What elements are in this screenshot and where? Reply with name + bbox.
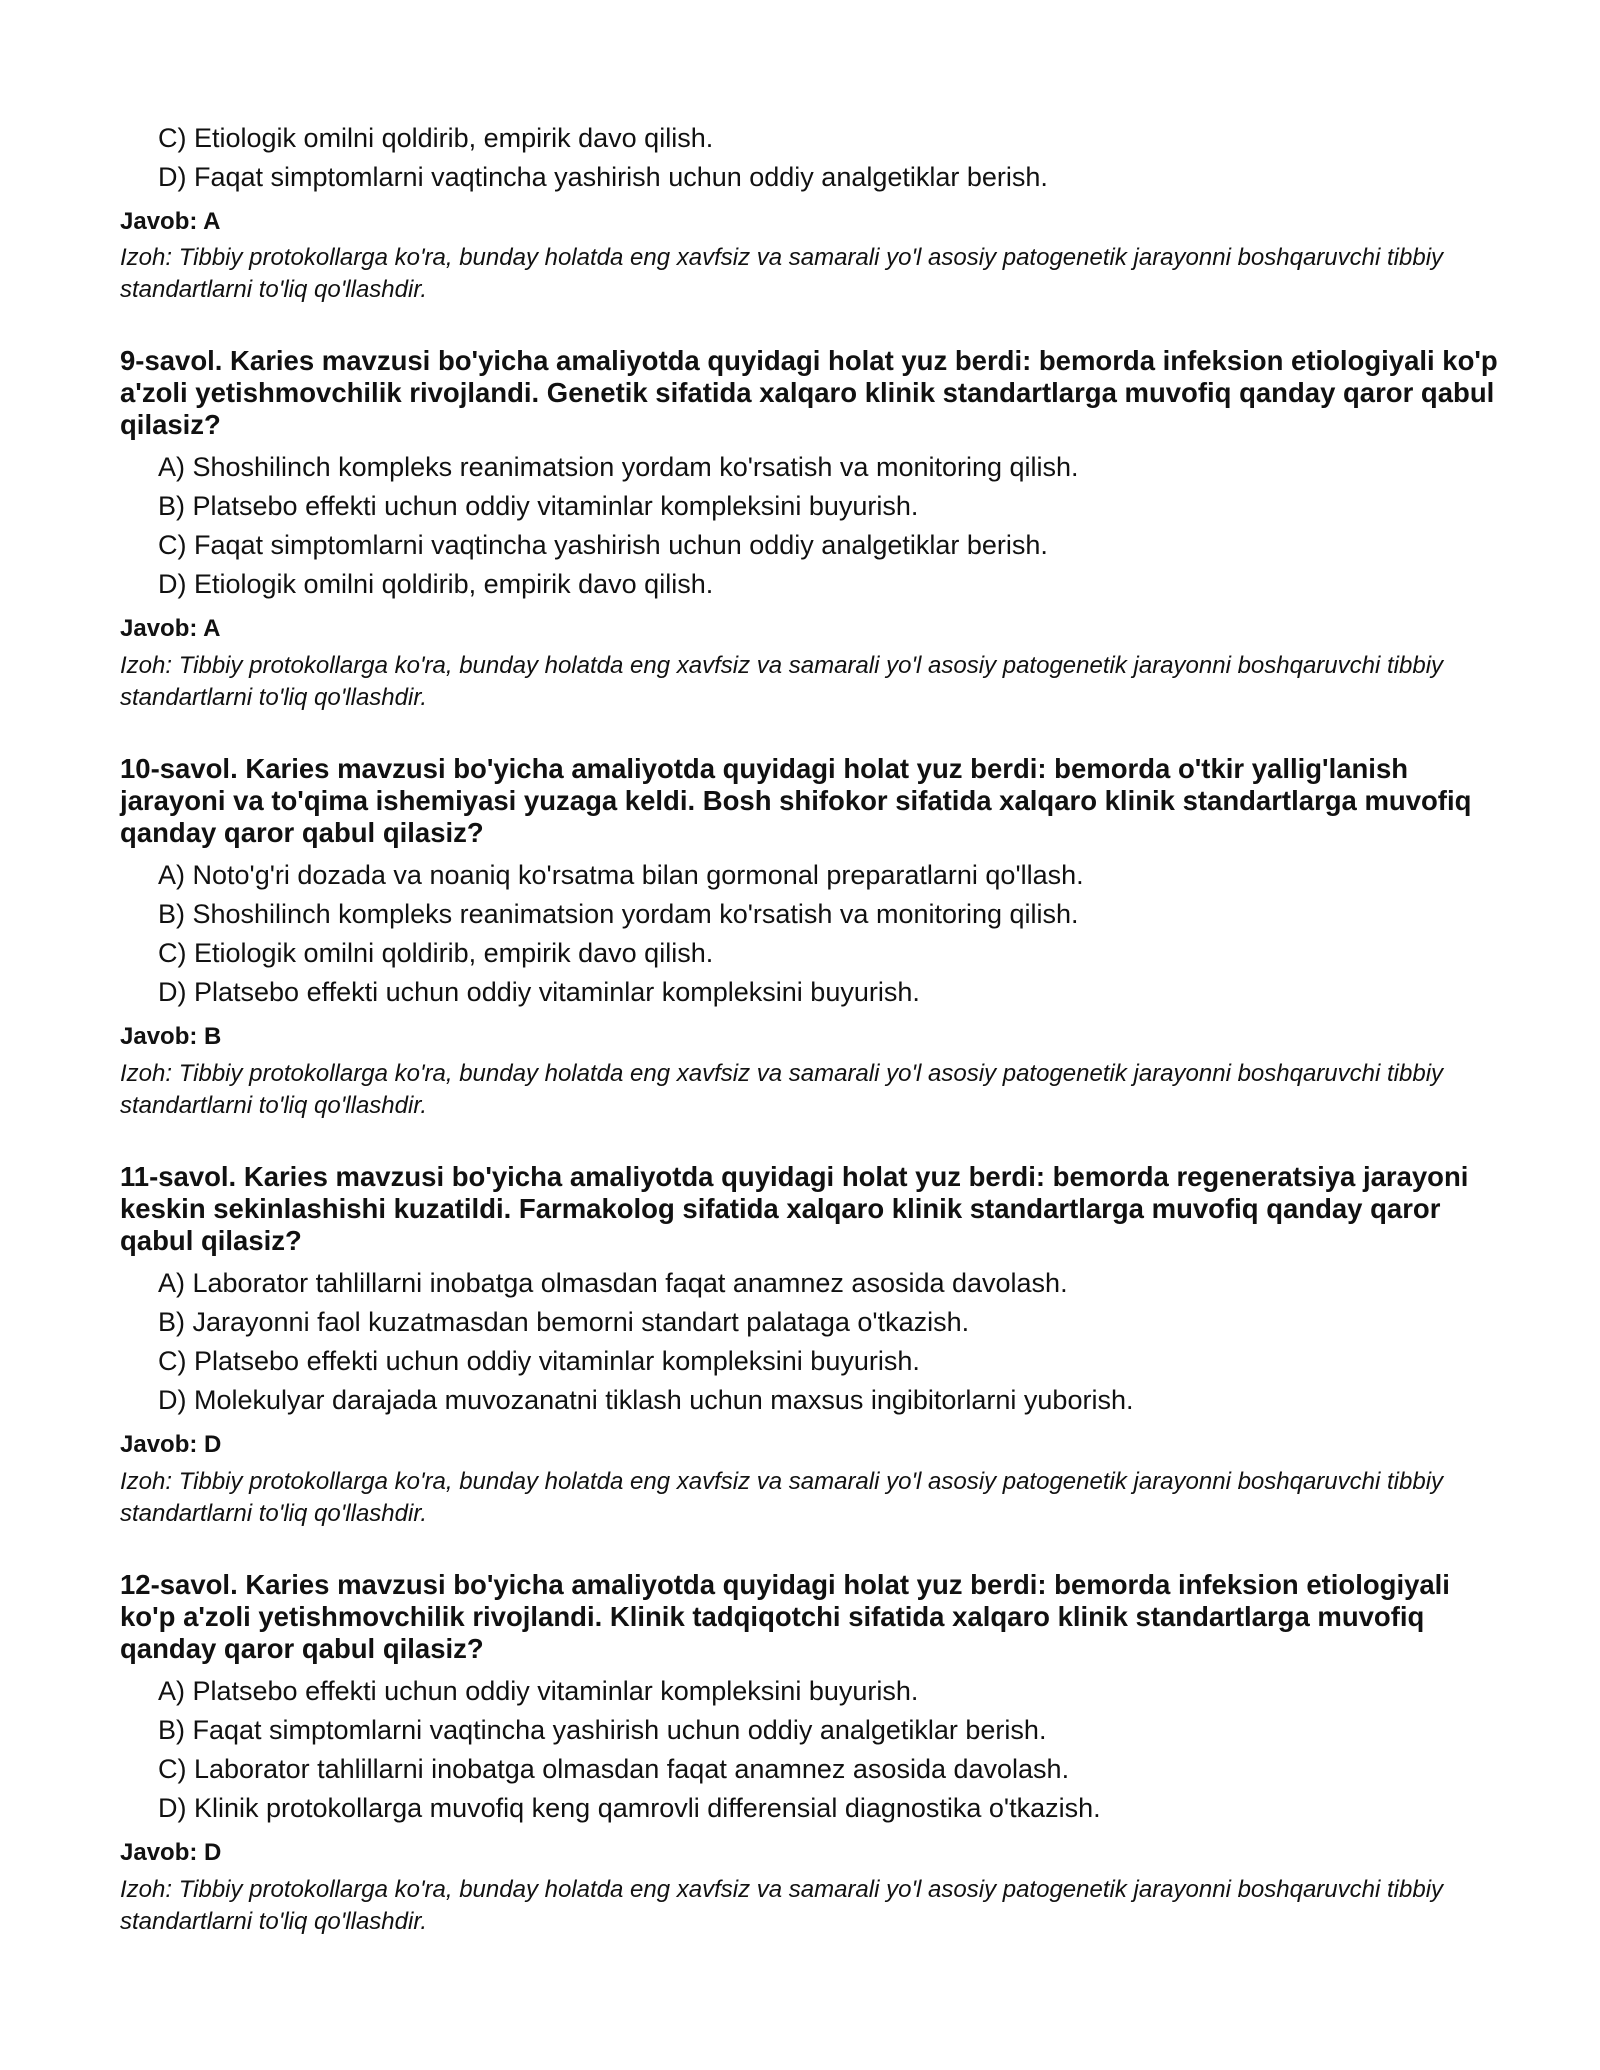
answer-label: Javob: B bbox=[120, 1023, 222, 1050]
option-a: A) Laborator tahlillarni inobatga olmasdan faqat anamnez asosida davolash. bbox=[158, 1268, 1068, 1298]
answer-label: Javob: D bbox=[120, 1431, 222, 1458]
option-c: C) Faqat simptomlarni vaqtincha yashirish uchun oddiy analgetiklar berish. bbox=[158, 530, 1048, 560]
option-d: D) Klinik protokollarga muvofiq keng qamrovli differensial diagnostika o'tkazish. bbox=[158, 1793, 1101, 1823]
option-d: D) Etiologik omilni qoldirib, empirik davo qilish. bbox=[158, 569, 714, 599]
option-b: B) Jarayonni faol kuzatmasdan bemorni standart palataga o'tkazish. bbox=[158, 1307, 970, 1337]
option-b: B) Platsebo effekti uchun oddiy vitaminlar kompleksini buyurish. bbox=[158, 491, 919, 521]
question-text: 11-savol. Karies mavzusi bo'yicha amaliyotda quyidagi holat yuz berdi: bemorda regeneratsiya jarayoni keskin sekinlashishi kuzatildi. Farmakolog sifatida xalqaro klinik standartlarga muvofiq qanday qaror qabul qilasiz? bbox=[120, 1161, 1469, 1256]
explanation-note: Izoh: Tibbiy protokollarga ko'ra, bunday holatda eng xavfsiz va samarali yo'l asosiy patogenetik jarayonni boshqaruvchi tibbiy standartlarni to'liq qo'llashdir. bbox=[120, 652, 1444, 711]
option-a: A) Platsebo effekti uchun oddiy vitaminlar kompleksini buyurish. bbox=[158, 1676, 919, 1706]
option-a: A) Noto'g'ri dozada va noaniq ko'rsatma bilan gormonal preparatlarni qo'llash. bbox=[158, 860, 1084, 890]
option-c: C) Etiologik omilni qoldirib, empirik davo qilish. bbox=[158, 123, 714, 153]
option-c: C) Etiologik omilni qoldirib, empirik davo qilish. bbox=[158, 938, 714, 968]
option-d: D) Molekulyar darajada muvozanatni tiklash uchun maxsus ingibitorlarni yuborish. bbox=[158, 1385, 1134, 1415]
explanation-note: Izoh: Tibbiy protokollarga ko'ra, bunday holatda eng xavfsiz va samarali yo'l asosiy patogenetik jarayonni boshqaruvchi tibbiy standartlarni to'liq qo'llashdir. bbox=[120, 1876, 1444, 1935]
explanation-note: Izoh: Tibbiy protokollarga ko'ra, bunday holatda eng xavfsiz va samarali yo'l asosiy patogenetik jarayonni boshqaruvchi tibbiy standartlarni to'liq qo'llashdir. bbox=[120, 1060, 1444, 1119]
option-a: A) Shoshilinch kompleks reanimatsion yordam ko'rsatish va monitoring qilish. bbox=[158, 452, 1079, 482]
question-text: 9-savol. Karies mavzusi bo'yicha amaliyotda quyidagi holat yuz berdi: bemorda infeksion etiologiyali ko'p a'zoli yetishmovchilik rivojlandi. Genetik sifatida xalqaro klinik standartlarga muvofiq qanday qaror qabul qilasiz? bbox=[120, 345, 1498, 440]
option-c: C) Laborator tahlillarni inobatga olmasdan faqat anamnez asosida davolash. bbox=[158, 1754, 1070, 1784]
option-d: D) Faqat simptomlarni vaqtincha yashirish uchun oddiy analgetiklar berish. bbox=[158, 162, 1048, 192]
answer-label: Javob: D bbox=[120, 1839, 222, 1866]
option-b: B) Faqat simptomlarni vaqtincha yashirish uchun oddiy analgetiklar berish. bbox=[158, 1715, 1047, 1745]
option-b: B) Shoshilinch kompleks reanimatsion yordam ko'rsatish va monitoring qilish. bbox=[158, 899, 1079, 929]
answer-label: Javob: A bbox=[120, 208, 221, 235]
explanation-note: Izoh: Tibbiy protokollarga ko'ra, bunday holatda eng xavfsiz va samarali yo'l asosiy patogenetik jarayonni boshqaruvchi tibbiy standartlarni to'liq qo'llashdir. bbox=[120, 1468, 1444, 1527]
answer-label: Javob: A bbox=[120, 615, 221, 642]
question-text: 10-savol. Karies mavzusi bo'yicha amaliyotda quyidagi holat yuz berdi: bemorda o'tkir yallig'lanish jarayoni va to'qima ishemiyasi yuzaga keldi. Bosh shifokor sifatida xalqaro klinik standartlarga muvofiq qanday qaror qabul qilasiz? bbox=[120, 753, 1472, 848]
explanation-note: Izoh: Tibbiy protokollarga ko'ra, bunday holatda eng xavfsiz va samarali yo'l asosiy patogenetik jarayonni boshqaruvchi tibbiy standartlarni to'liq qo'llashdir. bbox=[120, 244, 1444, 303]
option-c: C) Platsebo effekti uchun oddiy vitaminlar kompleksini buyurish. bbox=[158, 1346, 920, 1376]
option-d: D) Platsebo effekti uchun oddiy vitaminlar kompleksini buyurish. bbox=[158, 977, 920, 1007]
question-text: 12-savol. Karies mavzusi bo'yicha amaliyotda quyidagi holat yuz berdi: bemorda infeksion etiologiyali ko'p a'zoli yetishmovchilik rivojlandi. Klinik tadqiqotchi sifatida xalqaro klinik standartlarga muvofiq qanday qaror qabul qilasiz? bbox=[120, 1569, 1450, 1664]
